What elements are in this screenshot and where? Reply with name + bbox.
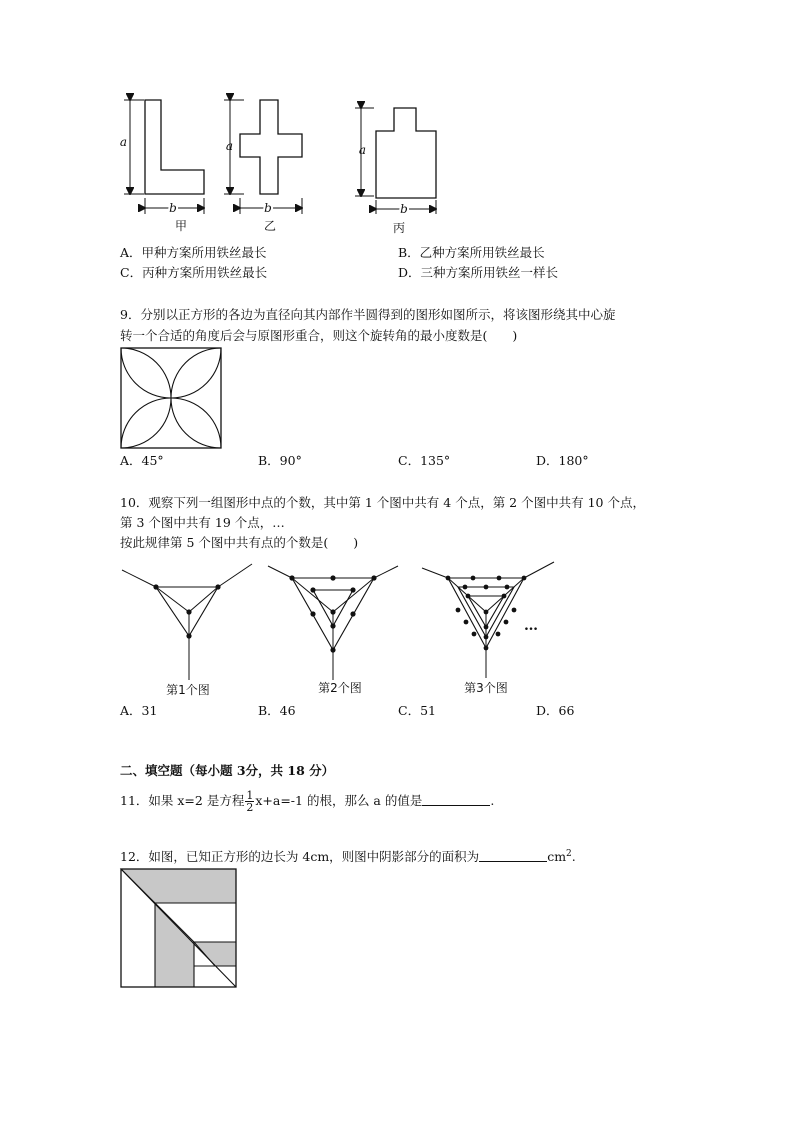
q10-ellipsis: … — [524, 618, 538, 634]
q8-bing-b-label: b — [400, 202, 408, 216]
q8-figures — [118, 96, 458, 236]
q10-option-c: C．51 — [398, 703, 436, 718]
q10-figures — [118, 560, 558, 700]
q12-unit: cm — [547, 849, 567, 865]
q8-jia-caption: 甲 — [174, 219, 188, 233]
q11-suffix: x+a=-1 的根，那么 a 的值是 — [255, 793, 423, 808]
q9-figure — [120, 347, 222, 449]
section-2-title: 二、填空题（每小题 3分，共 18 分） — [120, 763, 335, 778]
q12-end: . — [571, 849, 576, 865]
q10-figure-1 — [122, 564, 252, 680]
q9-option-b: B．90° — [258, 453, 302, 468]
q8-option-c: C．丙种方案所用铁丝最长 — [120, 265, 268, 280]
q9-option-d: D．180° — [536, 453, 589, 468]
q11-answer-blank[interactable] — [422, 793, 490, 806]
q12-unit-sup: 2 — [566, 849, 572, 859]
q8-bing-a-label: a — [358, 143, 366, 157]
q11-prefix: 11．如果 x=2 是方程 — [120, 793, 245, 808]
shape-bing — [355, 108, 436, 214]
q8-jia-b-label: b — [169, 201, 177, 215]
q10-option-b: B．46 — [258, 703, 296, 718]
q8-yi-caption: 乙 — [263, 219, 277, 233]
q11-frac-den: 2 — [246, 801, 254, 814]
q8-yi-a-label: a — [225, 139, 233, 153]
q11-line — [120, 786, 494, 816]
shape-jia — [124, 100, 204, 214]
q8-option-a: A．甲种方案所用铁丝最长 — [120, 245, 267, 260]
q12-answer-blank[interactable] — [479, 849, 547, 862]
q10-option-d: D．66 — [536, 703, 575, 718]
q11-fraction — [245, 790, 254, 813]
q10-fig1-caption: 第1个图 — [166, 683, 210, 697]
q11-frac-num: 1 — [246, 789, 254, 802]
q10-fig2-caption: 第2个图 — [318, 681, 362, 695]
q8-option-d: D．三种方案所用铁丝一样长 — [398, 265, 559, 280]
q8-option-b: B．乙种方案所用铁丝最长 — [398, 245, 545, 260]
q9-text-line2: 转一个合适的角度后会与原图形重合，则这个旋转角的最小度数是( ) — [120, 328, 518, 343]
q9-text-line1: 9．分别以正方形的各边为直径向其内部作半圆得到的图形如图所示，将该图形绕其中心旋 — [120, 307, 616, 322]
q12-line — [120, 846, 576, 865]
q10-text-line3: 按此规律第 5 个图中共有点的个数是( ) — [120, 535, 359, 550]
q9-option-a: A．45° — [120, 453, 164, 468]
q8-bing-caption: 丙 — [392, 221, 406, 235]
q8-jia-a-label: a — [119, 135, 127, 149]
q10-figure-2 — [268, 566, 398, 680]
q9-option-c: C．135° — [398, 453, 451, 468]
q12-figure — [120, 868, 238, 990]
q10-text-line1: 10．观察下列一组图形中点的个数，其中第 1 个图中共有 4 个点，第 2 个图中共有 10 个点， — [120, 495, 645, 510]
q10-option-a: A．31 — [120, 703, 158, 718]
q10-fig3-caption: 第3个图 — [464, 681, 508, 695]
q11-end: . — [490, 793, 495, 808]
q8-yi-b-label: b — [264, 201, 272, 215]
q12-text: 12．如图，已知正方形的边长为 4cm，则图中阴影部分的面积为 — [120, 849, 480, 865]
shape-yi — [224, 100, 302, 214]
q10-text-line2: 第 3 个图中共有 19 个点，… — [120, 515, 285, 530]
